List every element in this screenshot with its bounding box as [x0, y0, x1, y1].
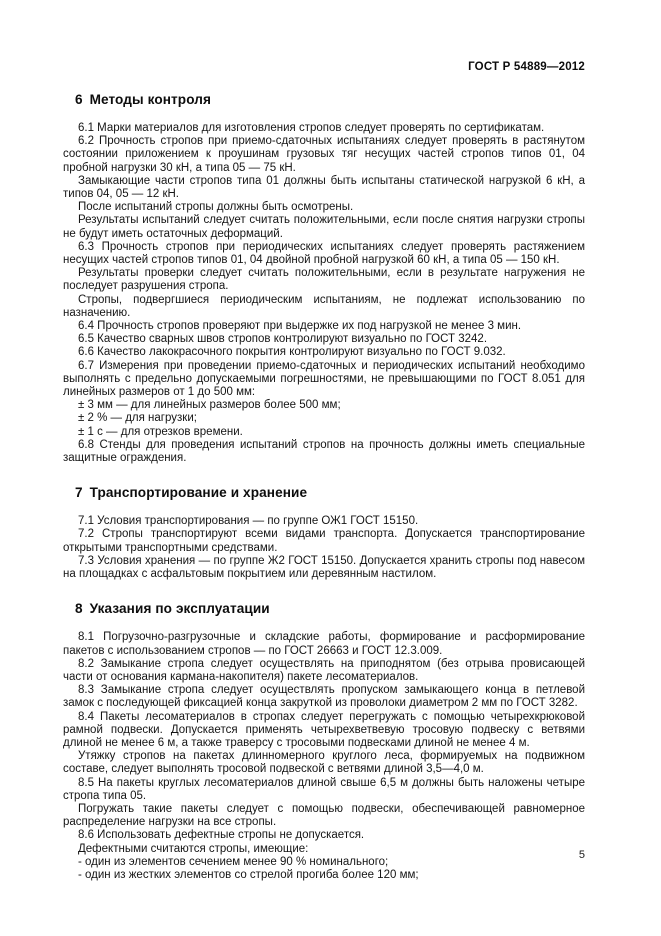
paragraph: 6.6 Качество лакокрасочного покрытия контролируют визуально по ГОСТ 9.032.	[78, 346, 506, 359]
paragraph: Стропы, подвергшиеся периодическим испытаниям, не подлежат использованию по назначению.	[63, 293, 585, 319]
section-6-control-methods	[63, 92, 585, 465]
paragraph: Результаты испытаний следует считать положительными, если после снятия нагрузки стропы не будут иметь остаточных деформаций.	[63, 214, 585, 240]
paragraph: 8.5 На пакеты круглых лесоматериалов длиной свыше 6,5 м должны быть наложены четыре стропа типа 05.	[63, 776, 585, 802]
paragraph: Замыкающие части стропов типа 01 должны быть испытаны статической нагрузкой 6 кН, а типов 04, 05 — 12 кН.	[63, 174, 585, 201]
paragraph: 7.1 Условия транспортирования — по группе ОЖ1 ГОСТ 15150.	[78, 515, 419, 528]
section-7-transport-storage	[63, 485, 585, 581]
paragraph: 8.3 Замыкание стропа следует осуществлять пропуском замыкающего конца в петлевой замок с последующей фиксацией конца закруткой из проволоки диаметром 2 мм по ГОСТ 3282.	[63, 684, 585, 710]
section-paragraphs	[63, 631, 585, 882]
section-number: 7	[75, 485, 83, 501]
paragraph: 8.2 Замыкание стропа следует осуществлять на приподнятом (без отрыва провисающей части от основания кармана-накопителя) пакете лесоматериалов.	[63, 657, 585, 683]
paragraph: 7.3 Условия хранения — по группе Ж2 ГОСТ 15150. Допускается хранить стропы под навесом на площадках с асфальтовым покрытием или деревянным настилом.	[63, 554, 585, 581]
section-title: Транспортирование и хранение	[89, 485, 308, 501]
paragraph: 6.1 Марки материалов для изготовления стропов следует проверять по сертификатам.	[78, 122, 545, 134]
paragraph: 6.4 Прочность стропов проверяют при выдержке их под нагрузкой не менее 3 мин.	[78, 320, 522, 333]
section-number: 8	[75, 601, 83, 617]
paragraph: 6.3 Прочность стропов при периодических испытаниях следует проверять растяжением несущих частей стропов типов 01, 04 двойной пробной нагрузкой 60 кН, а типа 05 — 150 кН.	[63, 240, 585, 267]
paragraph: 6.7 Измерения при проведении приемо-сдаточных и периодических испытаний необходимо выполнять с предельно допускаемыми погрешностями, не превышающими по ГОСТ 8.051 для линейных размеров от 1 до 500 мм:	[63, 359, 585, 399]
paragraph: Результаты проверки следует считать положительными, если в результате нагружения не последует разрушения стропа.	[63, 267, 585, 293]
paragraph: ± 3 мм — для линейных размеров более 500 мм;	[78, 399, 341, 412]
section-title: Указания по эксплуатации	[89, 601, 270, 617]
section-heading	[75, 92, 585, 107]
paragraph: 6.2 Прочность стропов при приемо-сдаточных испытаниях следует проверять в растянутом состоянии приложением к проушинам грузовых тяг несущих частей стропов типов 01, 04 пробной нагрузки 30 кН, а типа 05 — 75 кН.	[63, 135, 585, 174]
paragraph: После испытаний стропы должны быть осмотрены.	[78, 201, 354, 214]
paragraph: - один из элементов сечением менее 90 % номинального;	[78, 855, 389, 868]
paragraph: 6.8 Стенды для проведения испытаний стропов на прочность должны иметь специальные защитные ограждения.	[63, 438, 585, 465]
section-number: 6	[75, 92, 83, 107]
section-title: Методы контроля	[89, 92, 212, 107]
section-paragraphs	[63, 515, 585, 581]
paragraph: ± 1 с — для отрезков времени.	[78, 425, 243, 438]
paragraph: Утяжку стропов на пакетах длинномерного круглого леса, формируемых на подвижном составе, следует выполнять тросовой подвеской с ветвями длиной 3,5—4,0 м.	[63, 750, 585, 776]
paragraph: Дефектными считаются стропы, имеющие:	[78, 842, 309, 855]
paragraph: 8.6 Использовать дефектные стропы не допускается.	[78, 829, 365, 842]
section-heading	[75, 485, 585, 500]
section-paragraphs	[63, 122, 585, 465]
paragraph: 7.2 Стропы транспортируют всеми видами транспорта. Допускается транспортирование открытыми транспортными средствами.	[63, 528, 585, 554]
paragraph: 6.5 Качество сварных швов стропов контролируют визуально по ГОСТ 3242.	[78, 333, 488, 346]
page-number: 5	[578, 849, 585, 861]
paragraph: 8.1 Погрузочно-разгрузочные и складские работы, формирование и расформирование пакетов с использованием стропов — по ГОСТ 26663 и ГОСТ 12.3.009.	[63, 631, 585, 657]
paragraph: Погружать такие пакеты следует с помощью подвески, обеспечивающей равномерное распределение нагрузки на все стропы.	[63, 802, 585, 829]
section-8-operation-guidelines	[63, 601, 585, 882]
paragraph: 8.4 Пакеты лесоматериалов в стропах следует перегружать с помощью четырехкрюковой рамной подвески. Допускается применять четырехветвевую тросовую подвеску с ветвями длиной не менее 6 м, а также траверсу с тросовыми подвесками длиной не менее 4 м.	[63, 710, 585, 749]
document-content	[63, 84, 585, 882]
paragraph: ± 2 % — для нагрузки;	[78, 412, 197, 425]
section-heading	[75, 601, 585, 616]
paragraph: - один из жестких элементов со стрелой прогиба более 120 мм;	[78, 868, 419, 881]
standard-designation: ГОСТ Р 54889—2012	[468, 61, 585, 73]
